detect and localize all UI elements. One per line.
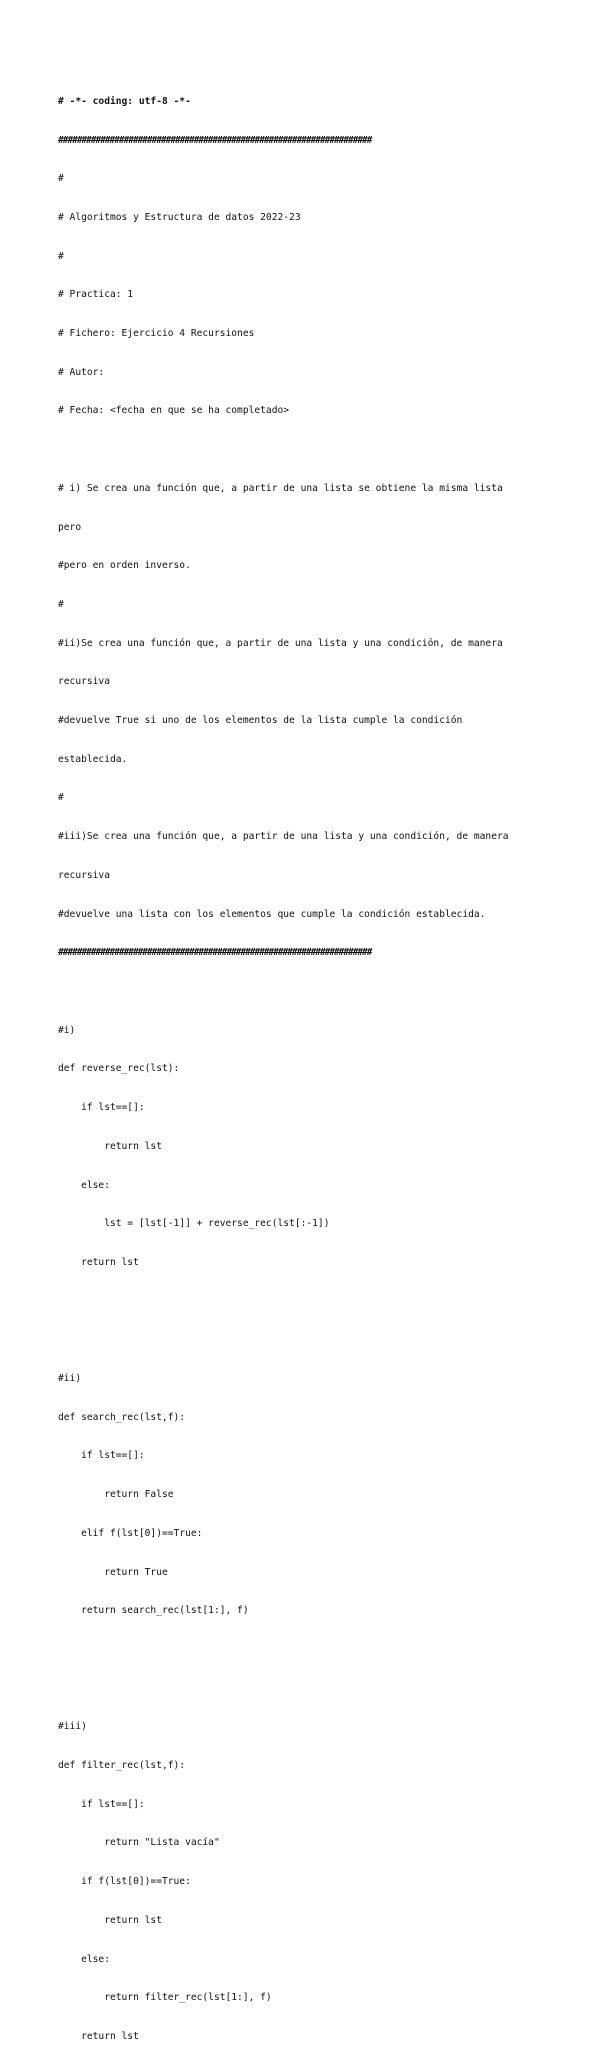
- code-line: return filter_rec(lst[1:], f): [58, 1992, 272, 2004]
- blank-line: [58, 986, 548, 999]
- code-line: #devuelve una lista con los elementos que cumple la condición establecida.: [58, 908, 486, 920]
- code-line: recursiva: [58, 869, 110, 881]
- code-line: establecida.: [58, 753, 128, 765]
- blank-line: [58, 1644, 548, 1657]
- code-line: #devuelve True si uno de los elementos de la lista cumple la condición: [58, 715, 463, 727]
- blank-line: [58, 1683, 548, 1696]
- code-line: #i): [58, 1024, 76, 1036]
- code-line: elif f(lst[0])==True:: [58, 1527, 203, 1539]
- code-line: # Algoritmos y Estructura de datos 2022-23: [58, 211, 301, 223]
- code-line: # Practica: 1: [58, 289, 134, 301]
- code-line: pero: [58, 521, 82, 533]
- code-line: return lst: [58, 1140, 162, 1152]
- code-line: def search_rec(lst,f):: [58, 1411, 186, 1423]
- code-line: if lst==[]:: [58, 1798, 145, 1810]
- blank-line: [58, 1296, 548, 1309]
- code-line: # i) Se crea una función que, a partir de una lista se obtiene la misma lista: [58, 482, 503, 494]
- code-line: #iii)Se crea una función que, a partir de una lista y una condición, de manera: [58, 831, 509, 843]
- code-listing: [58, 70, 548, 2070]
- separator-line: ###################################################################: [58, 947, 372, 959]
- code-line: lst = [lst[-1]] + reverse_rec(lst[:-1]): [58, 1218, 330, 1230]
- code-line: #iii): [58, 1721, 87, 1733]
- blank-line: [58, 1334, 548, 1347]
- code-line: return lst: [58, 1914, 162, 1926]
- code-line: return lst: [58, 1256, 139, 1268]
- code-line: recursiva: [58, 676, 110, 688]
- blank-line: [58, 444, 548, 457]
- code-line: if lst==[]:: [58, 1450, 145, 1462]
- code-line: #: [58, 792, 64, 804]
- code-line: def filter_rec(lst,f):: [58, 1760, 186, 1772]
- code-line: return False: [58, 1489, 174, 1501]
- code-line: # Autor:: [58, 366, 105, 378]
- code-line: #: [58, 250, 64, 262]
- code-line: return search_rec(lst[1:], f): [58, 1605, 249, 1617]
- code-line: else:: [58, 1953, 110, 1965]
- separator-line: ###################################################################: [58, 134, 372, 146]
- code-line: if lst==[]:: [58, 1102, 145, 1114]
- code-line: if f(lst[0])==True:: [58, 1876, 191, 1888]
- code-line: #: [58, 173, 64, 185]
- code-line: # Fichero: Ejercicio 4 Recursiones: [58, 328, 255, 340]
- code-line: return lst: [58, 2030, 139, 2042]
- code-line: def reverse_rec(lst):: [58, 1063, 180, 1075]
- code-line: else:: [58, 1179, 110, 1191]
- code-line: #pero en orden inverso.: [58, 560, 191, 572]
- code-line: # Fecha: <fecha en que se ha completado>: [58, 405, 290, 417]
- code-line: # -*- coding: utf-8 -*-: [58, 95, 191, 107]
- code-line: #: [58, 598, 64, 610]
- code-line: return "Lista vacía": [58, 1837, 220, 1849]
- code-line: #ii): [58, 1373, 82, 1385]
- code-line: #ii)Se crea una función que, a partir de una lista y una condición, de manera: [58, 637, 503, 649]
- code-line: return True: [58, 1566, 168, 1578]
